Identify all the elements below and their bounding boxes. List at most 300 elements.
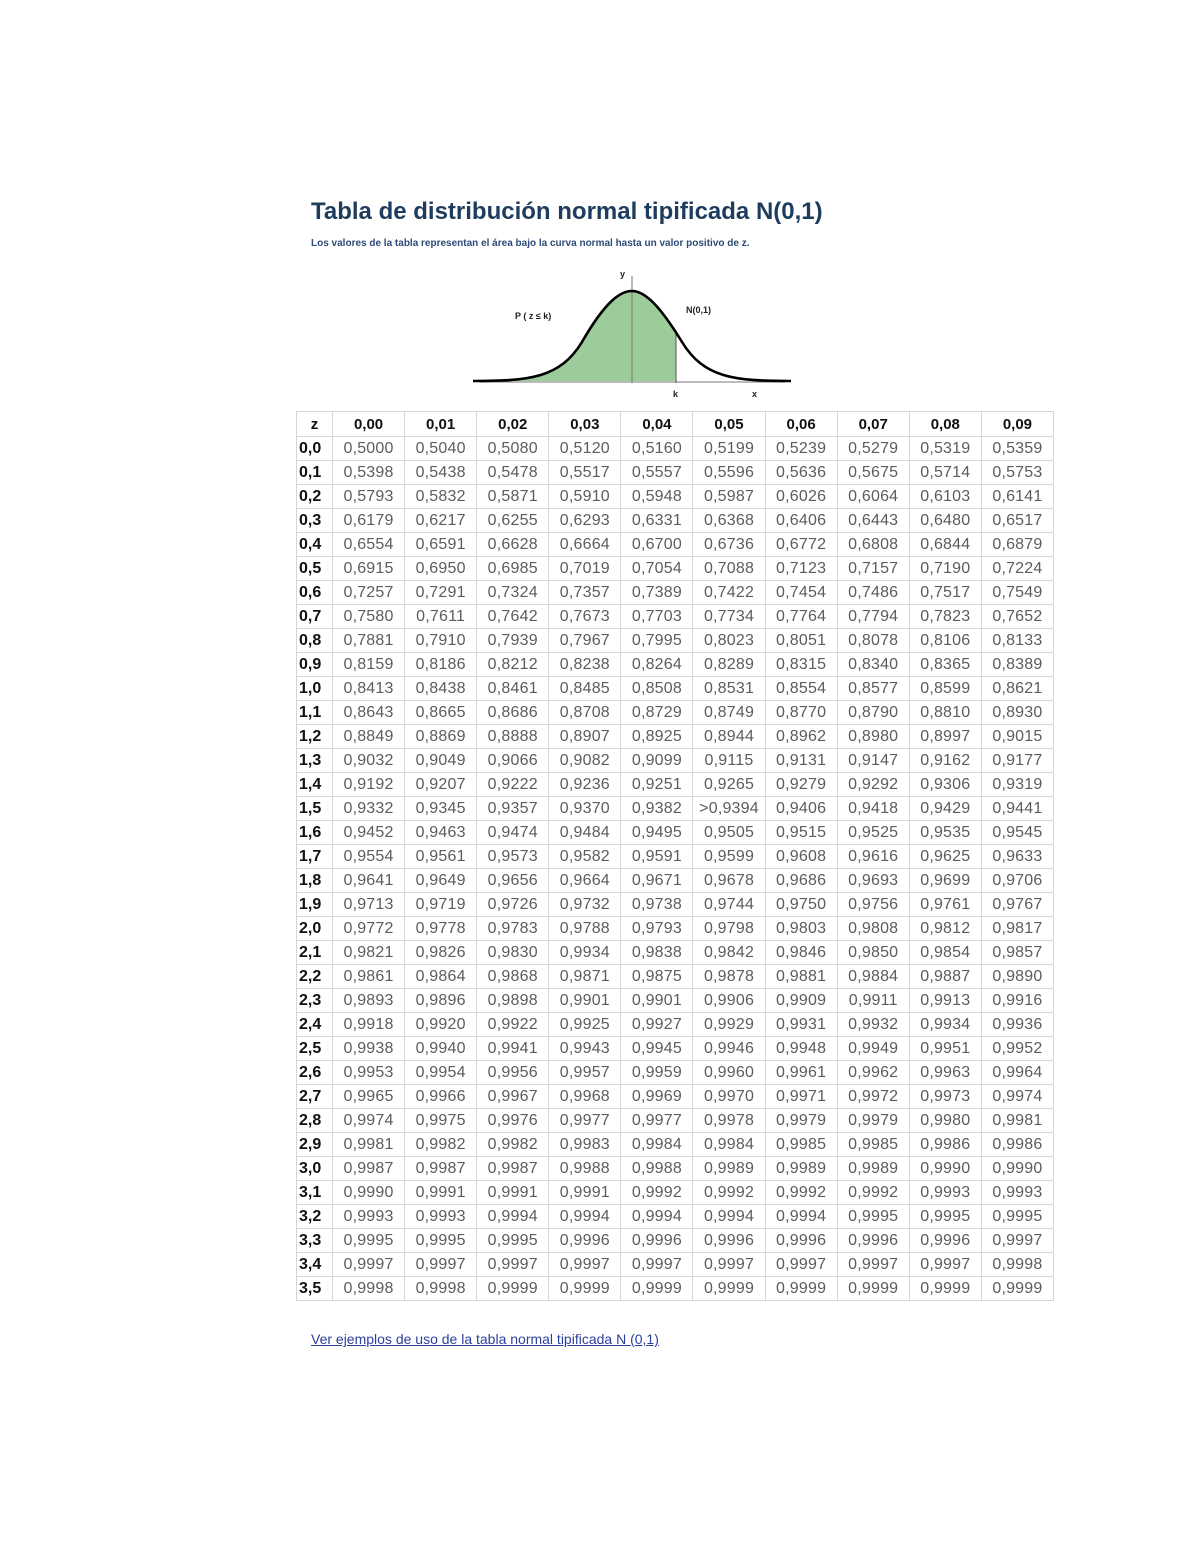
- probability-cell: 0,6879: [981, 533, 1053, 557]
- probability-cell: 0,8930: [981, 701, 1053, 725]
- probability-cell: 0,5199: [693, 437, 765, 461]
- column-header: 0,04: [621, 412, 693, 437]
- probability-cell: 0,9382: [621, 797, 693, 821]
- probability-cell: 0,9938: [333, 1037, 405, 1061]
- probability-cell: 0,9871: [549, 965, 621, 989]
- probability-cell: 0,9989: [765, 1157, 837, 1181]
- probability-cell: 0,7422: [693, 581, 765, 605]
- probability-cell: 0,9898: [477, 989, 549, 1013]
- probability-cell: 0,9525: [837, 821, 909, 845]
- probability-cell: 0,6406: [765, 509, 837, 533]
- probability-cell: 0,9962: [837, 1061, 909, 1085]
- probability-cell: 0,6026: [765, 485, 837, 509]
- probability-cell: 0,7823: [909, 605, 981, 629]
- z-value-cell: 1,2: [297, 725, 333, 749]
- probability-cell: 0,9986: [981, 1133, 1053, 1157]
- probability-cell: 0,7486: [837, 581, 909, 605]
- probability-cell: 0,9066: [477, 749, 549, 773]
- probability-cell: 0,9998: [333, 1277, 405, 1301]
- probability-cell: 0,5040: [405, 437, 477, 461]
- column-header: 0,02: [477, 412, 549, 437]
- probability-cell: 0,9946: [693, 1037, 765, 1061]
- probability-cell: 0,9750: [765, 893, 837, 917]
- probability-cell: 0,9099: [621, 749, 693, 773]
- z-value-cell: 1,9: [297, 893, 333, 917]
- probability-cell: 0,9977: [621, 1109, 693, 1133]
- probability-cell: 0,9441: [981, 797, 1053, 821]
- probability-cell: 0,9015: [981, 725, 1053, 749]
- column-header: 0,01: [405, 412, 477, 437]
- probability-cell: 0,9881: [765, 965, 837, 989]
- probability-cell: 0,9983: [549, 1133, 621, 1157]
- probability-cell: 0,9997: [837, 1253, 909, 1277]
- probability-cell: 0,9992: [621, 1181, 693, 1205]
- probability-cell: 0,9082: [549, 749, 621, 773]
- probability-cell: 0,9964: [981, 1061, 1053, 1085]
- probability-cell: 0,9991: [549, 1181, 621, 1205]
- probability-cell: 0,9994: [765, 1205, 837, 1229]
- x-axis-label: x: [752, 389, 758, 399]
- probability-cell: 0,9732: [549, 893, 621, 917]
- probability-cell: 0,9996: [693, 1229, 765, 1253]
- probability-cell: 0,9996: [837, 1229, 909, 1253]
- probability-cell: 0,9993: [909, 1181, 981, 1205]
- z-value-cell: 2,4: [297, 1013, 333, 1037]
- table-row: [297, 869, 1054, 893]
- column-header: 0,09: [981, 412, 1053, 437]
- probability-cell: 0,7088: [693, 557, 765, 581]
- z-value-cell: 2,9: [297, 1133, 333, 1157]
- probability-cell: 0,9319: [981, 773, 1053, 797]
- probability-cell: 0,9953: [333, 1061, 405, 1085]
- probability-cell: 0,9887: [909, 965, 981, 989]
- probability-cell: 0,9991: [477, 1181, 549, 1205]
- probability-label: P ( z ≤ k): [515, 311, 552, 321]
- probability-cell: 0,9864: [405, 965, 477, 989]
- probability-cell: 0,9545: [981, 821, 1053, 845]
- probability-cell: 0,9934: [549, 941, 621, 965]
- probability-cell: 0,5478: [477, 461, 549, 485]
- probability-cell: 0,7257: [333, 581, 405, 605]
- probability-cell: 0,6915: [333, 557, 405, 581]
- z-value-cell: 0,8: [297, 629, 333, 653]
- probability-cell: 0,5596: [693, 461, 765, 485]
- z-table: [296, 411, 1054, 1301]
- probability-cell: 0,9995: [405, 1229, 477, 1253]
- probability-cell: 0,9931: [765, 1013, 837, 1037]
- probability-cell: 0,8686: [477, 701, 549, 725]
- probability-cell: 0,8621: [981, 677, 1053, 701]
- probability-cell: 0,9990: [909, 1157, 981, 1181]
- probability-cell: 0,9975: [405, 1109, 477, 1133]
- probability-cell: 0,9535: [909, 821, 981, 845]
- probability-cell: 0,7611: [405, 605, 477, 629]
- probability-cell: 0,7389: [621, 581, 693, 605]
- probability-cell: 0,9812: [909, 917, 981, 941]
- probability-cell: 0,9995: [333, 1229, 405, 1253]
- table-row: [297, 989, 1054, 1013]
- probability-cell: 0,8289: [693, 653, 765, 677]
- probability-cell: 0,9999: [765, 1277, 837, 1301]
- probability-cell: 0,8051: [765, 629, 837, 653]
- probability-cell: 0,9986: [909, 1133, 981, 1157]
- probability-cell: 0,9616: [837, 845, 909, 869]
- table-row: [297, 1157, 1054, 1181]
- table-row: [297, 1133, 1054, 1157]
- probability-cell: 0,9941: [477, 1037, 549, 1061]
- probability-cell: 0,8997: [909, 725, 981, 749]
- probability-cell: 0,9901: [621, 989, 693, 1013]
- probability-cell: 0,9756: [837, 893, 909, 917]
- probability-cell: 0,9985: [837, 1133, 909, 1157]
- probability-cell: 0,9999: [909, 1277, 981, 1301]
- probability-cell: 0,9678: [693, 869, 765, 893]
- probability-cell: 0,9932: [837, 1013, 909, 1037]
- probability-cell: 0,9115: [693, 749, 765, 773]
- z-value-cell: 3,0: [297, 1157, 333, 1181]
- probability-cell: 0,6736: [693, 533, 765, 557]
- probability-cell: 0,6064: [837, 485, 909, 509]
- probability-cell: 0,9713: [333, 893, 405, 917]
- probability-cell: 0,8790: [837, 701, 909, 725]
- probability-cell: 0,8944: [693, 725, 765, 749]
- probability-cell: 0,7580: [333, 605, 405, 629]
- page-title: Tabla de distribución normal tipificada N(0,1): [311, 198, 823, 225]
- probability-cell: 0,8264: [621, 653, 693, 677]
- probability-cell: 0,9793: [621, 917, 693, 941]
- probability-cell: 0,8849: [333, 725, 405, 749]
- probability-cell: 0,9995: [477, 1229, 549, 1253]
- probability-cell: 0,9693: [837, 869, 909, 893]
- probability-cell: 0,9959: [621, 1061, 693, 1085]
- probability-cell: 0,6141: [981, 485, 1053, 509]
- probability-cell: 0,9987: [333, 1157, 405, 1181]
- probability-cell: 0,6950: [405, 557, 477, 581]
- probability-cell: 0,9357: [477, 797, 549, 821]
- probability-cell: 0,9922: [477, 1013, 549, 1037]
- probability-cell: 0,9798: [693, 917, 765, 941]
- probability-cell: 0,9788: [549, 917, 621, 941]
- probability-cell: 0,9177: [981, 749, 1053, 773]
- probability-cell: 0,9671: [621, 869, 693, 893]
- probability-cell: 0,9995: [909, 1205, 981, 1229]
- probability-cell: 0,9920: [405, 1013, 477, 1037]
- probability-cell: 0,8159: [333, 653, 405, 677]
- probability-cell: 0,5080: [477, 437, 549, 461]
- probability-cell: 0,9664: [549, 869, 621, 893]
- probability-cell: 0,9808: [837, 917, 909, 941]
- probability-cell: 0,9972: [837, 1085, 909, 1109]
- probability-cell: 0,8315: [765, 653, 837, 677]
- probability-cell: 0,9890: [981, 965, 1053, 989]
- probability-cell: 0,7324: [477, 581, 549, 605]
- probability-cell: 0,9997: [549, 1253, 621, 1277]
- probability-cell: 0,6480: [909, 509, 981, 533]
- probability-cell: 0,9998: [981, 1253, 1053, 1277]
- table-row: [297, 581, 1054, 605]
- table-row: [297, 725, 1054, 749]
- probability-cell: 0,8413: [333, 677, 405, 701]
- probability-cell: 0,5753: [981, 461, 1053, 485]
- probability-cell: 0,6217: [405, 509, 477, 533]
- probability-cell: 0,5279: [837, 437, 909, 461]
- probability-cell: 0,9830: [477, 941, 549, 965]
- probability-cell: 0,9222: [477, 773, 549, 797]
- probability-cell: 0,9948: [765, 1037, 837, 1061]
- probability-cell: 0,9706: [981, 869, 1053, 893]
- z-value-cell: 1,7: [297, 845, 333, 869]
- probability-cell: 0,8238: [549, 653, 621, 677]
- probability-cell: 0,5714: [909, 461, 981, 485]
- probability-cell: 0,8980: [837, 725, 909, 749]
- column-header: 0,05: [693, 412, 765, 437]
- probability-cell: 0,7224: [981, 557, 1053, 581]
- probability-cell: 0,9984: [693, 1133, 765, 1157]
- probability-cell: 0,7794: [837, 605, 909, 629]
- probability-cell: 0,9999: [837, 1277, 909, 1301]
- probability-cell: 0,9192: [333, 773, 405, 797]
- z-value-cell: 3,1: [297, 1181, 333, 1205]
- probability-cell: 0,9995: [837, 1205, 909, 1229]
- probability-cell: 0,9817: [981, 917, 1053, 941]
- probability-cell: 0,8078: [837, 629, 909, 653]
- probability-cell: 0,9896: [405, 989, 477, 1013]
- probability-area: [473, 291, 676, 381]
- probability-cell: 0,8729: [621, 701, 693, 725]
- probability-cell: 0,5160: [621, 437, 693, 461]
- probability-cell: 0,8340: [837, 653, 909, 677]
- table-row: [297, 845, 1054, 869]
- probability-cell: 0,9987: [477, 1157, 549, 1181]
- probability-cell: 0,8749: [693, 701, 765, 725]
- probability-cell: 0,8133: [981, 629, 1053, 653]
- probability-cell: 0,9984: [621, 1133, 693, 1157]
- z-value-cell: 3,4: [297, 1253, 333, 1277]
- table-row: [297, 1205, 1054, 1229]
- probability-cell: 0,9999: [549, 1277, 621, 1301]
- probability-cell: 0,9997: [621, 1253, 693, 1277]
- probability-cell: 0,9699: [909, 869, 981, 893]
- probability-cell: 0,8708: [549, 701, 621, 725]
- probability-cell: 0,9778: [405, 917, 477, 941]
- z-value-cell: 2,7: [297, 1085, 333, 1109]
- probability-cell: 0,9951: [909, 1037, 981, 1061]
- probability-cell: 0,9418: [837, 797, 909, 821]
- probability-cell: 0,6179: [333, 509, 405, 533]
- table-row: [297, 461, 1054, 485]
- probability-cell: 0,5871: [477, 485, 549, 509]
- probability-cell: 0,9973: [909, 1085, 981, 1109]
- probability-cell: 0,9625: [909, 845, 981, 869]
- table-row: [297, 1181, 1054, 1205]
- probability-cell: 0,7881: [333, 629, 405, 653]
- probability-cell: 0,9916: [981, 989, 1053, 1013]
- probability-cell: >0,9394: [693, 797, 765, 821]
- probability-cell: 0,9996: [909, 1229, 981, 1253]
- probability-cell: 0,9940: [405, 1037, 477, 1061]
- probability-cell: 0,6331: [621, 509, 693, 533]
- probability-cell: 0,9147: [837, 749, 909, 773]
- probability-cell: 0,9956: [477, 1061, 549, 1085]
- z-value-cell: 3,2: [297, 1205, 333, 1229]
- probability-cell: 0,8389: [981, 653, 1053, 677]
- header-row: [297, 412, 1054, 437]
- probability-cell: 0,9992: [837, 1181, 909, 1205]
- probability-cell: 0,9996: [549, 1229, 621, 1253]
- probability-cell: 0,7995: [621, 629, 693, 653]
- z-value-cell: 1,5: [297, 797, 333, 821]
- probability-cell: 0,9997: [981, 1229, 1053, 1253]
- probability-cell: 0,7764: [765, 605, 837, 629]
- k-label: k: [673, 389, 679, 399]
- examples-link[interactable]: Ver ejemplos de uso de la tabla normal tipificada N (0,1): [311, 1331, 659, 1347]
- probability-cell: 0,9032: [333, 749, 405, 773]
- probability-cell: 0,7910: [405, 629, 477, 653]
- table-row: [297, 533, 1054, 557]
- probability-cell: 0,9979: [765, 1109, 837, 1133]
- z-value-cell: 1,8: [297, 869, 333, 893]
- probability-cell: 0,9850: [837, 941, 909, 965]
- z-value-cell: 1,0: [297, 677, 333, 701]
- probability-cell: 0,7967: [549, 629, 621, 653]
- probability-cell: 0,9981: [981, 1109, 1053, 1133]
- z-value-cell: 0,9: [297, 653, 333, 677]
- probability-cell: 0,8023: [693, 629, 765, 653]
- probability-cell: 0,9969: [621, 1085, 693, 1109]
- probability-cell: 0,9582: [549, 845, 621, 869]
- probability-cell: 0,9998: [405, 1277, 477, 1301]
- probability-cell: 0,9573: [477, 845, 549, 869]
- probability-cell: 0,9978: [693, 1109, 765, 1133]
- table-row: [297, 917, 1054, 941]
- probability-cell: 0,9893: [333, 989, 405, 1013]
- probability-cell: 0,9994: [621, 1205, 693, 1229]
- table-row: [297, 701, 1054, 725]
- probability-cell: 0,9484: [549, 821, 621, 845]
- probability-cell: 0,8461: [477, 677, 549, 701]
- table-row: [297, 629, 1054, 653]
- probability-cell: 0,9868: [477, 965, 549, 989]
- probability-cell: 0,9429: [909, 797, 981, 821]
- table-row: [297, 437, 1054, 461]
- z-value-cell: 0,4: [297, 533, 333, 557]
- probability-cell: 0,7939: [477, 629, 549, 653]
- probability-cell: 0,9963: [909, 1061, 981, 1085]
- probability-cell: 0,7454: [765, 581, 837, 605]
- probability-cell: 0,9968: [549, 1085, 621, 1109]
- probability-cell: 0,9997: [693, 1253, 765, 1277]
- table-row: [297, 509, 1054, 533]
- table-row: [297, 797, 1054, 821]
- probability-cell: 0,9821: [333, 941, 405, 965]
- probability-cell: 0,5948: [621, 485, 693, 509]
- probability-cell: 0,6255: [477, 509, 549, 533]
- probability-cell: 0,9279: [765, 773, 837, 797]
- probability-cell: 0,9992: [765, 1181, 837, 1205]
- probability-cell: 0,9554: [333, 845, 405, 869]
- y-axis-label: y: [620, 269, 626, 279]
- probability-cell: 0,9999: [477, 1277, 549, 1301]
- z-value-cell: 2,5: [297, 1037, 333, 1061]
- probability-cell: 0,7190: [909, 557, 981, 581]
- column-header: 0,03: [549, 412, 621, 437]
- probability-cell: 0,7703: [621, 605, 693, 629]
- probability-cell: 0,6628: [477, 533, 549, 557]
- probability-cell: 0,8599: [909, 677, 981, 701]
- table-row: [297, 485, 1054, 509]
- probability-cell: 0,9332: [333, 797, 405, 821]
- z-value-cell: 3,3: [297, 1229, 333, 1253]
- probability-cell: 0,9993: [405, 1205, 477, 1229]
- probability-cell: 0,9744: [693, 893, 765, 917]
- probability-cell: 0,9954: [405, 1061, 477, 1085]
- probability-cell: 0,8485: [549, 677, 621, 701]
- probability-cell: 0,9994: [549, 1205, 621, 1229]
- probability-cell: 0,9960: [693, 1061, 765, 1085]
- probability-cell: 0,8962: [765, 725, 837, 749]
- probability-cell: 0,9997: [477, 1253, 549, 1277]
- column-header: 0,00: [333, 412, 405, 437]
- probability-cell: 0,8212: [477, 653, 549, 677]
- probability-cell: 0,6808: [837, 533, 909, 557]
- probability-cell: 0,9997: [765, 1253, 837, 1277]
- probability-cell: 0,7291: [405, 581, 477, 605]
- probability-cell: 0,9783: [477, 917, 549, 941]
- probability-cell: 0,7054: [621, 557, 693, 581]
- probability-cell: 0,8665: [405, 701, 477, 725]
- probability-cell: 0,8554: [765, 677, 837, 701]
- probability-cell: 0,8365: [909, 653, 981, 677]
- probability-cell: 0,8577: [837, 677, 909, 701]
- probability-cell: 0,7549: [981, 581, 1053, 605]
- table-row: [297, 941, 1054, 965]
- probability-cell: 0,9846: [765, 941, 837, 965]
- probability-cell: 0,9949: [837, 1037, 909, 1061]
- probability-cell: 0,9686: [765, 869, 837, 893]
- table-row: [297, 1013, 1054, 1037]
- probability-cell: 0,9977: [549, 1109, 621, 1133]
- probability-cell: 0,6517: [981, 509, 1053, 533]
- probability-cell: 0,9970: [693, 1085, 765, 1109]
- probability-cell: 0,5319: [909, 437, 981, 461]
- probability-cell: 0,9982: [477, 1133, 549, 1157]
- probability-cell: 0,9901: [549, 989, 621, 1013]
- probability-cell: 0,9452: [333, 821, 405, 845]
- probability-cell: 0,9641: [333, 869, 405, 893]
- probability-cell: 0,9945: [621, 1037, 693, 1061]
- table-row: [297, 773, 1054, 797]
- table-row: [297, 1037, 1054, 1061]
- z-value-cell: 2,6: [297, 1061, 333, 1085]
- z-value-cell: 1,6: [297, 821, 333, 845]
- probability-cell: 0,9599: [693, 845, 765, 869]
- probability-cell: 0,9761: [909, 893, 981, 917]
- probability-cell: 0,9988: [621, 1157, 693, 1181]
- table-row: [297, 1061, 1054, 1085]
- probability-cell: 0,9966: [405, 1085, 477, 1109]
- probability-cell: 0,9974: [333, 1109, 405, 1133]
- probability-cell: 0,8907: [549, 725, 621, 749]
- table-row: [297, 1253, 1054, 1277]
- probability-cell: 0,6700: [621, 533, 693, 557]
- probability-cell: 0,5636: [765, 461, 837, 485]
- probability-cell: 0,9370: [549, 797, 621, 821]
- probability-cell: 0,9884: [837, 965, 909, 989]
- probability-cell: 0,7734: [693, 605, 765, 629]
- z-value-cell: 3,5: [297, 1277, 333, 1301]
- probability-cell: 0,9515: [765, 821, 837, 845]
- probability-cell: 0,9495: [621, 821, 693, 845]
